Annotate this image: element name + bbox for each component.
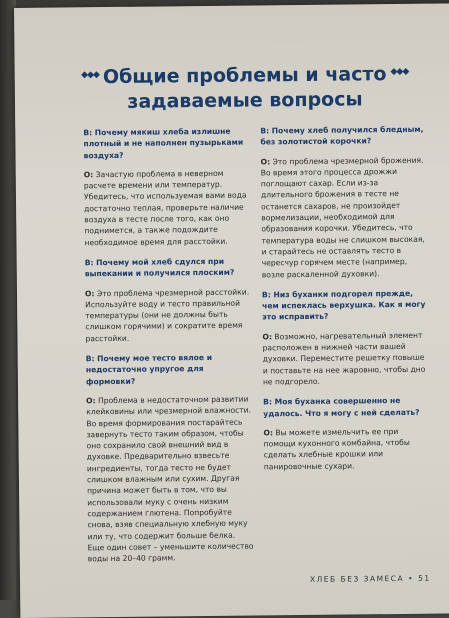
answer-text: Вы можете измельчить ее при помощи кухонного комбайна, чтобы сделать хлебные крошки или панировочные сухари. xyxy=(263,426,410,472)
question: В: Почему мое тесто вялое и недостаточно упругое для формовки? xyxy=(85,352,213,386)
right-column xyxy=(260,124,432,482)
title-line-1: Общие проблемы и часто xyxy=(102,63,387,89)
question: В: Моя буханка совершенно не удалось. Что я могу с ней сделать? xyxy=(263,396,420,418)
left-column xyxy=(83,126,254,574)
question: В: Низ буханки подгорел прежде, чем испеклась верхушка. Как я могу это исправить? xyxy=(261,288,426,322)
answer-label: О: xyxy=(84,288,95,298)
page-number: 51 xyxy=(418,573,431,583)
ornament-left-icon: ◆◆◆ xyxy=(81,69,99,80)
page-title xyxy=(75,62,415,114)
question: В: Почему хлеб получился бледным, без золотистой корочки? xyxy=(260,124,424,147)
answer xyxy=(263,425,431,472)
ornament-right-icon: ◆◆◆ xyxy=(390,66,409,77)
answer-text: Это проблема чрезмерной брожения. Во время этого процесса дрожжи поглощают сахар. Если из-за длительного брожения в тесте не останется сахаров, не произойдет вормелизации, необходимой для образования корочки. Убедитесь, что температура воды не слишком высокая, и старайтесь не оставлять тесто в чересчур горячем месте (например, возле раскаленной духовки). xyxy=(260,155,425,279)
answer-text: Проблема в недостаточном развитии клейковины или чрезмерной влажности. Во время формирования постарайтесь завернуть тесто таким образом, чтобы оно сохранило свой внешний вид в духовке. Предварительно взвесьте ингредиенты, тогда тесто не будет слишком влажным или сухим. Другая причина может быть в том, что вы использовали муку с очень низким содержанием глютена. Попробуйте снова, взяв специальную хлебную муку или ту, что содержит больше белка. Еще один совет – уменьшите количество воды на 20–40 грамм. xyxy=(86,394,254,564)
footer-book-title: ХЛЕБ БЕЗ ЗАМЕСА xyxy=(309,573,405,584)
title-line-2: задаваемые вопросы xyxy=(127,87,363,113)
answer-label: О: xyxy=(263,428,274,438)
answer-text: Возможно, нагревательный элемент расположен в нижней части вашей духовки. Переместите решетку повыше и поставьте на нее жаровню, чтобы дно не подгорело. xyxy=(262,330,426,387)
answer-text: Это проблема чрезмерной расстойки. Используйте воду и тесто правильной температуры (они не должны быть слишком горячими) и сократите время расстойки. xyxy=(85,287,250,344)
answer xyxy=(84,167,251,248)
answer-label: О: xyxy=(262,332,273,342)
answer xyxy=(262,329,431,387)
book-page xyxy=(14,3,449,618)
footer-separator: • xyxy=(408,573,415,583)
question: В: Почему мой хлеб сдулся при выпекании и получился плоским? xyxy=(84,256,235,279)
answer xyxy=(261,154,430,280)
background-left xyxy=(0,0,16,600)
answer-label: О: xyxy=(83,170,94,180)
page-footer xyxy=(310,574,431,584)
answer-label: О: xyxy=(260,156,271,167)
answer xyxy=(86,393,254,564)
answer-text: Зачастую проблема в неверном расчете времени или температур. Убедитесь, что используемая вами вода достаточно теплая, проверьте наличие воздуха в тесте после того, как оно поднимется, а также подождите необходимое время для расстойки. xyxy=(83,168,247,247)
answer xyxy=(85,286,252,344)
question: В: Почему мякиш хлеба излишне плотный и не наполнен пузырьками воздуха? xyxy=(83,126,244,160)
answer-label: О: xyxy=(86,396,96,406)
